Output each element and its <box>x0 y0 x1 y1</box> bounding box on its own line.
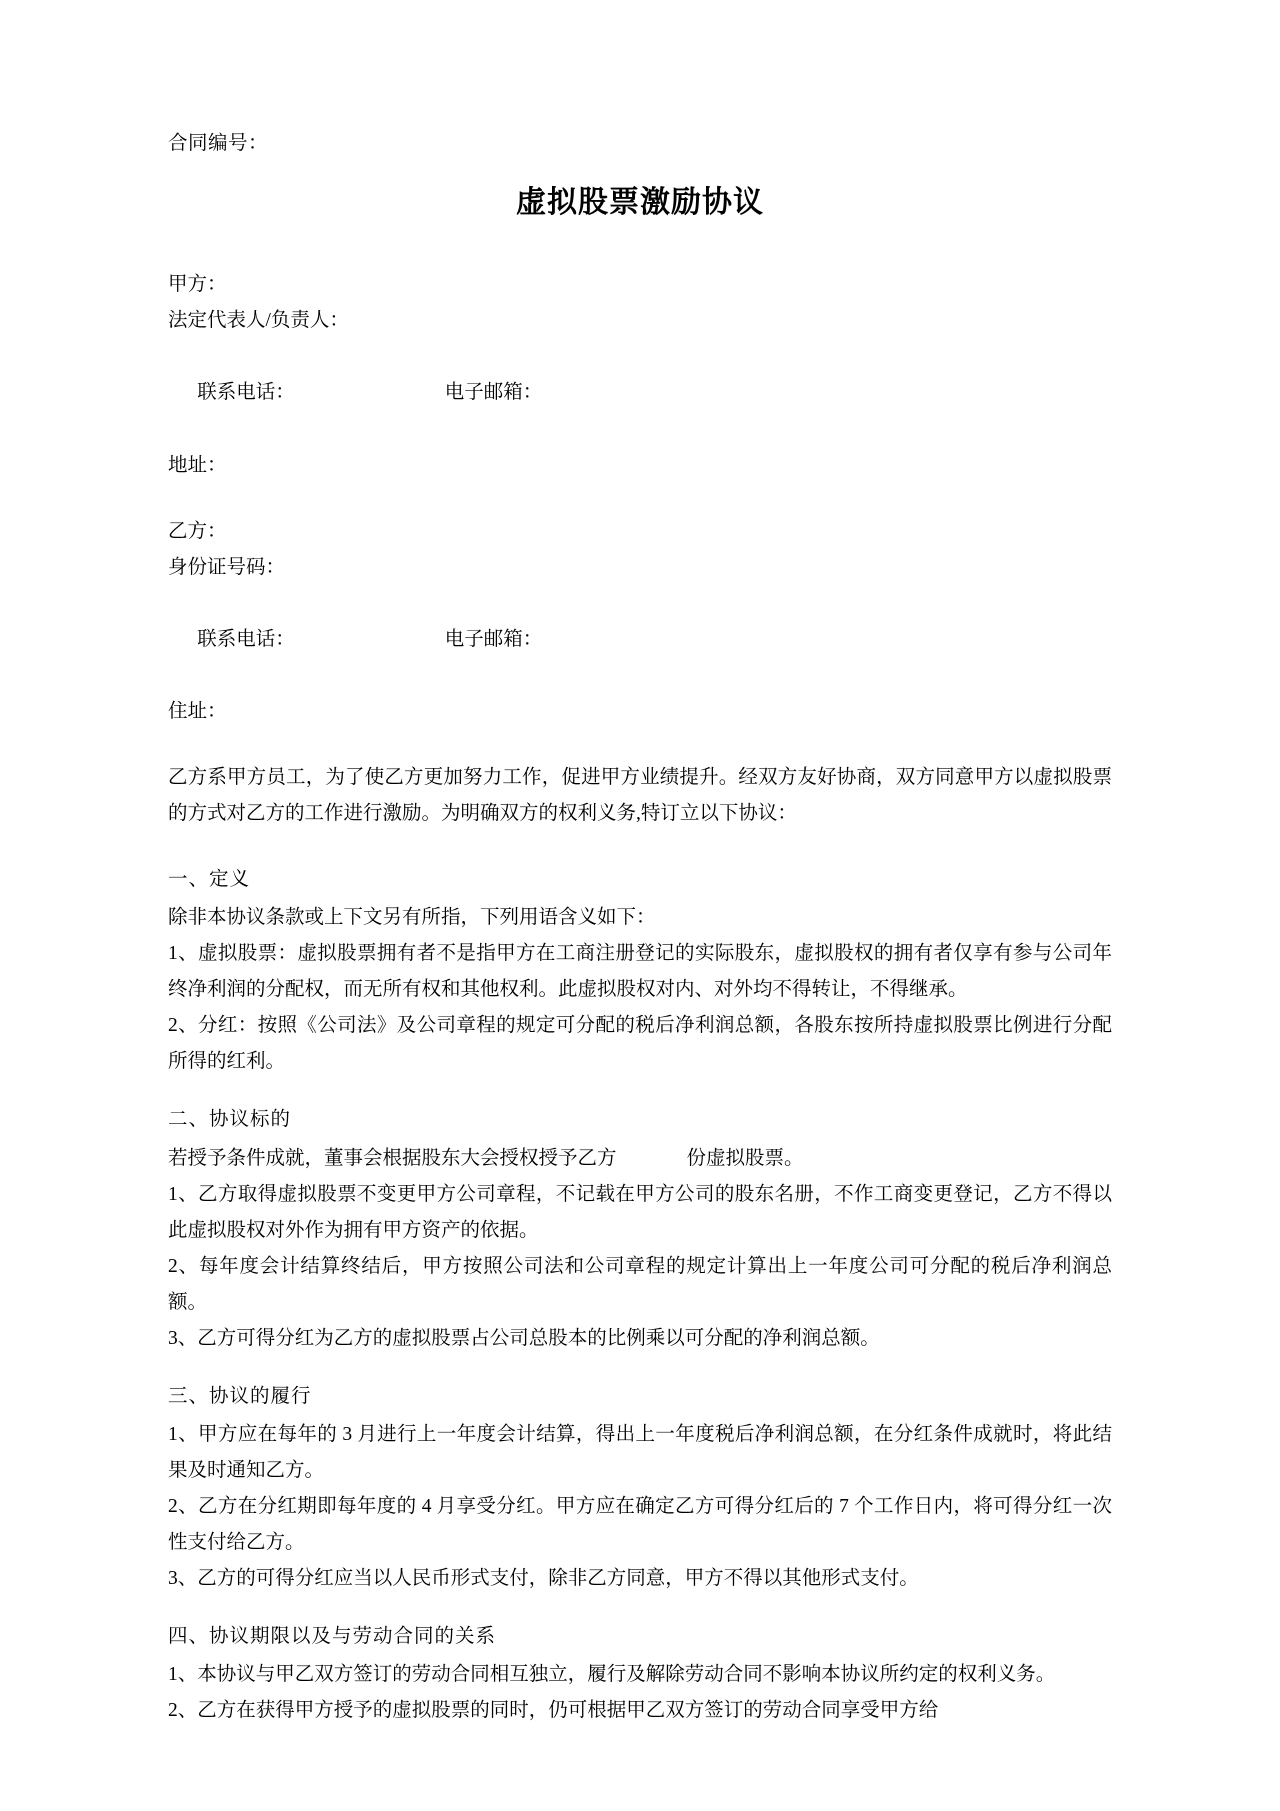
party-a-block <box>168 267 1112 483</box>
section-2-lead-after: 份虚拟股票。 <box>686 1147 804 1169</box>
section-3-item-1: 1、甲方应在每年的 3 月进行上一年度会计结算，得出上一年度税后净利润总额，在分红条件成就时，将此结果及时通知乙方。 <box>168 1423 1112 1481</box>
party-b-name-label: 乙方： <box>168 520 227 542</box>
section-2-item-1: 1、乙方取得虚拟股票不变更甲方公司章程，不记载在甲方公司的股东名册，不作工商变更登记，乙方不得以此虚拟股权对外作为拥有甲方资产的依据。 <box>168 1183 1112 1241</box>
section-2-lead <box>168 1141 1112 1177</box>
page-title: 虚拟股票激励协议 <box>516 186 764 220</box>
section-1-item-1: 1、虚拟股票：虚拟股票拥有者不是指甲方在工商注册登记的实际股东，虚拟股权的拥有者仅享有参与公司年终净利润的分配权，而无所有权和其他权利。此虚拟股权对内、对外均不得转让，不得继承。 <box>168 943 1112 1001</box>
section-1-lead: 除非本协议条款或上下文另有所指，下列用语含义如下： <box>168 907 656 929</box>
section-4-item-1: 1、本协议与甲乙双方签订的劳动合同相互独立，履行及解除劳动合同不影响本协议所约定的权利义务。 <box>168 1664 1056 1686</box>
section-3-item-2: 2、乙方在分红期即每年度的 4 月享受分红。甲方应在确定乙方可得分红后的 7 个工作日内，将可得分红一次性支付给乙方。 <box>168 1496 1112 1554</box>
party-a-phone-label: 联系电话： <box>197 382 295 404</box>
section-3-item-3: 3、乙方的可得分红应当以人民币形式支付，除非乙方同意，甲方不得以其他形式支付。 <box>168 1568 919 1590</box>
contract-number: 合同编号： <box>168 133 269 154</box>
party-b-email-label: 电子邮箱： <box>444 628 543 650</box>
section-2-lead-before: 若授予条件成就，董事会根据股东大会授权授予乙方 <box>168 1147 617 1169</box>
party-a-address-label: 地址： <box>168 454 227 476</box>
party-b-contact-line <box>168 586 1112 694</box>
section-4-item-2: 2、乙方在获得甲方授予的虚拟股票的同时，仍可根据甲乙双方签订的劳动合同享受甲方给 <box>168 1700 939 1722</box>
party-a-name-label: 甲方： <box>168 274 227 296</box>
party-a-email-label: 电子邮箱： <box>444 382 543 404</box>
party-b-block <box>168 514 1112 730</box>
section-heading-4: 四、协议期限以及与劳动合同的关系 <box>168 1626 497 1648</box>
section-2-item-2: 2、每年度会计结算终结后，甲方按照公司法和公司章程的规定计算出上一年度公司可分配的税后净利润总额。 <box>168 1255 1112 1313</box>
party-b-id-label: 身份证号码： <box>168 556 286 578</box>
section-1-item-2: 2、分红：按照《公司法》及公司章程的规定可分配的税后净利润总额，各股东按所持虚拟股票比例进行分配所得的红利。 <box>168 1015 1112 1073</box>
section-2-item-3: 3、乙方可得分红为乙方的虚拟股票占公司总股本的比例乘以可分配的净利润总额。 <box>168 1327 880 1349</box>
preamble-paragraph: 乙方系甲方员工，为了使乙方更加努力工作，促进甲方业绩提升。经双方友好协商，双方同意甲方以虚拟股票的方式对乙方的工作进行激励。为明确双方的权利义务,特订立以下协议： <box>168 766 1112 824</box>
section-heading-1: 一、定义 <box>168 869 251 891</box>
party-a-contact-line <box>168 339 1112 447</box>
party-b-address-label: 住址： <box>168 700 227 722</box>
party-b-phone-label: 联系电话： <box>197 628 295 650</box>
party-a-legal-rep-label: 法定代表人/负责人： <box>168 310 349 332</box>
section-heading-3: 三、协议的履行 <box>168 1385 312 1407</box>
section-heading-2: 二、协议标的 <box>168 1109 292 1131</box>
